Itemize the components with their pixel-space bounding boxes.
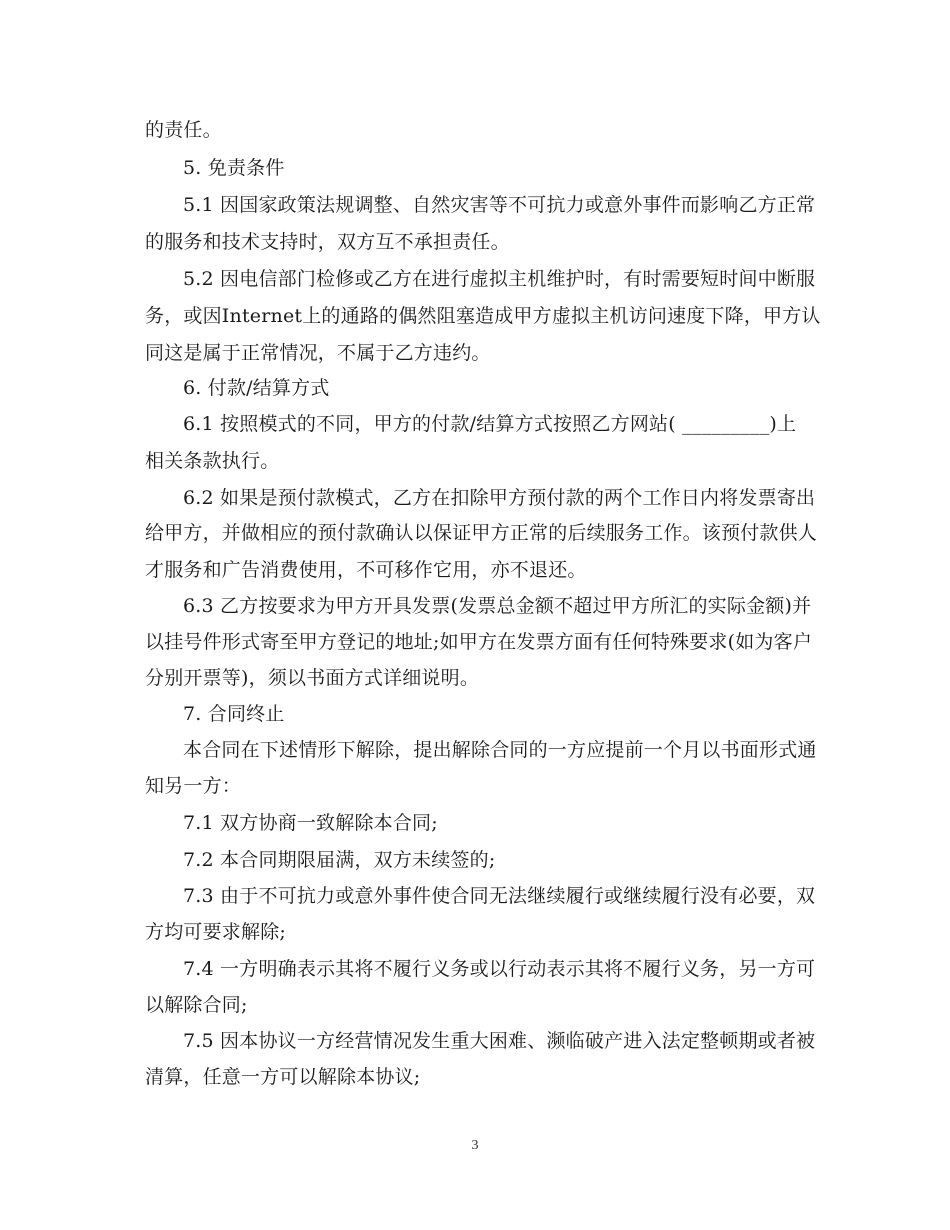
section-heading-7: 7. 合同终止 [183,703,285,725]
text-line: 知另一方： [145,775,242,797]
text-line: 7.1 双方协商一致解除本合同; [183,812,438,834]
section-heading-5: 5. 免责条件 [183,157,285,179]
text-line: 以解除合同; [145,994,248,1016]
text-line: 6.3 乙方按要求为甲方开具发票(发票总金额不超过甲方所汇的实际金额)并 [183,595,812,617]
text-line: 给甲方，并做相应的预付款确认以保证甲方正常的后续服务工作。该预付款供人 [145,522,818,544]
text-line: 分别开票等)，须以书面方式详细说明。 [145,667,480,689]
text-line: 7.3 由于不可抗力或意外事件使合同无法继续履行或继续履行没有必要，双 [183,885,816,907]
text-line: 5.1 因国家政策法规调整、自然灾害等不可抗力或意外事件而影响乙方正常 [183,194,816,216]
text-line: 相关条款执行。 [145,450,280,472]
text-line: 以挂号件形式寄至甲方登记的地址;如甲方在发票方面有任何特殊要求(如为客户 [145,631,813,653]
text-line: 同这是属于正常情况，不属于乙方违约。 [145,342,491,364]
text-line: 5.2 因电信部门检修或乙方在进行虚拟主机维护时，有时需要短时间中断服 [183,268,816,290]
text-line: 7.5 因本协议一方经营情况发生重大困难、濒临破产进入法定整顿期或者被 [183,1030,816,1052]
text-line: 的责任。 [145,119,222,141]
text-line: 才服务和广告消费使用，不可移作它用，亦不退还。 [145,559,587,581]
text-line: 的服务和技术支持时，双方互不承担责任。 [145,231,510,253]
text-line: 本合同在下述情形下解除，提出解除合同的一方应提前一个月以书面形式通 [183,739,817,761]
text-line: 6.1 按照模式的不同，甲方的付款/结算方式按照乙方网站( _________)上 [183,413,797,435]
text-line: 6.2 如果是预付款模式，乙方在扣除甲方预付款的两个工作日内将发票寄出 [183,487,816,509]
text-line: 7.4 一方明确表示其将不履行义务或以行动表示其将不履行义务，另一方可 [183,958,816,980]
text-line: 清算，任意一方可以解除本协议; [145,1066,421,1088]
page-number: 3 [471,1138,479,1153]
text-line: 务，或因Internet上的通路的偶然阻塞造成甲方虚拟主机访问速度下降，甲方认 [145,305,821,327]
section-heading-6: 6. 付款/结算方式 [183,377,330,399]
text-line: 7.2 本合同期限届满，双方未续签的; [183,849,496,871]
text-line: 方均可要求解除; [145,921,287,943]
